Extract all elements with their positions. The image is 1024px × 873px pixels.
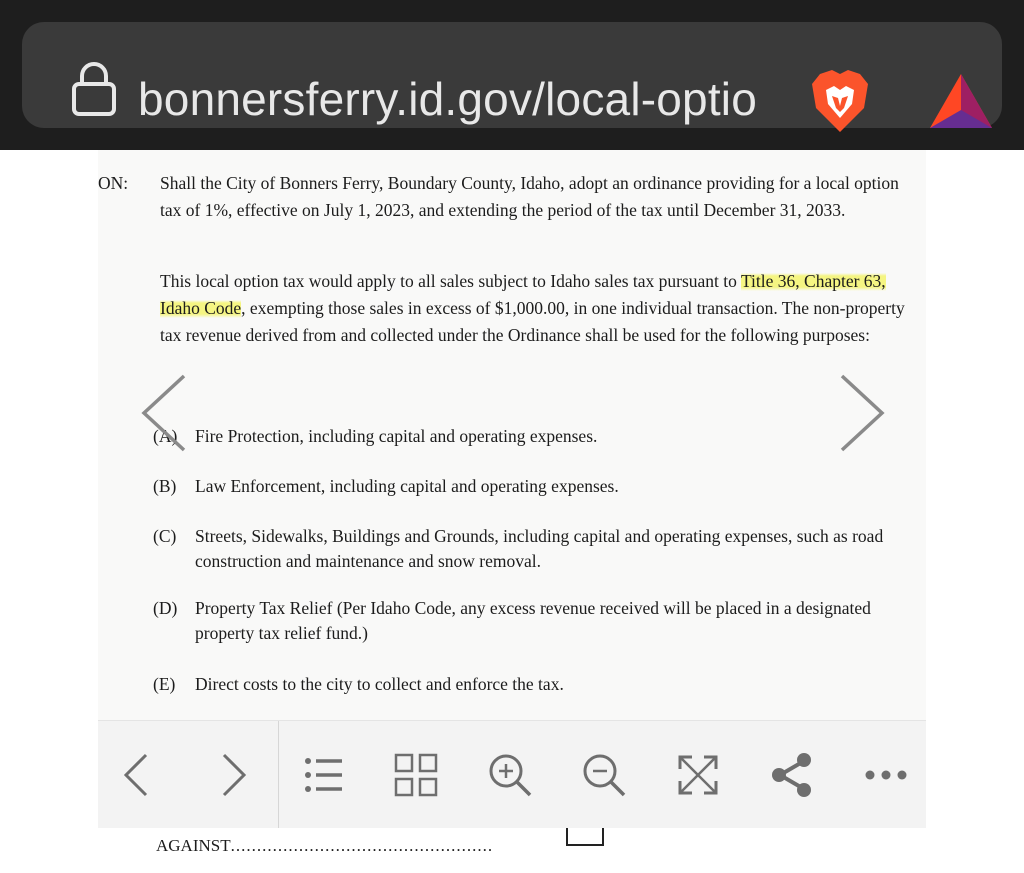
chevron-left-icon [138,372,194,454]
grid-icon [388,747,444,803]
previous-page-button[interactable] [110,747,166,803]
item-letter: (E) [153,674,176,694]
item-text: Law Enforcement, including capital and operating expenses. [195,476,619,496]
paragraph-text: This local option tax would apply to all sales subject to Idaho sales tax pursuant to [160,271,741,291]
zoom-out-icon [576,747,632,803]
next-page-button[interactable] [204,747,260,803]
lock-icon[interactable] [70,58,118,118]
next-page-arrow[interactable] [832,372,888,454]
outline-button[interactable] [296,747,352,803]
item-letter: (A) [153,426,178,446]
highlighted-text: Title 36, Chapter 63, Idaho Code [160,271,886,318]
toolbar-divider [278,721,279,829]
against-line [156,836,493,856]
document-page-continued [98,828,926,873]
on-label: ON: [98,173,129,193]
zoom-out-button[interactable] [576,747,632,803]
item-text: Fire Protection, including capital and operating expenses. [195,426,598,446]
vote-checkbox [566,828,604,846]
item-text: Property Tax Relief (Per Idaho Code, any excess revenue received will be placed in a designated property tax relief fund.) [195,598,871,643]
browser-top-bar [0,0,1024,150]
item-letter: (D) [153,598,178,618]
more-options-button[interactable] [858,747,914,803]
ballot-question-paragraph: Shall the City of Bonners Ferry, Boundary County, Idaho, adopt an ordinance providing for a local option tax of 1%, effective on July 1, 2023, and extending the period of the tax until December 31, 2033. [160,173,899,220]
fit-screen-button[interactable] [670,747,726,803]
chevron-right-icon [832,372,888,454]
list-item [153,596,923,646]
address-bar[interactable] [22,22,1002,128]
brave-lion-icon[interactable] [812,70,868,132]
list-item [153,524,923,574]
share-button[interactable] [764,747,820,803]
zoom-in-button[interactable] [482,747,538,803]
item-letter: (C) [153,526,177,546]
document-page [98,150,926,720]
url-text[interactable]: bonnersferry.id.gov/local-optio [138,73,758,125]
paragraph-text: , exempting those sales in excess of $1,000.00, in one individual transaction. The non-property tax revenue derived from and collected under the Ordinance shall be used for the following purposes: [160,298,905,345]
list-icon [296,747,352,803]
chevron-left-icon [110,747,166,803]
against-dots: .................................................. [230,836,494,855]
share-icon [764,747,820,803]
expand-icon [670,747,726,803]
item-text: Streets, Sidewalks, Buildings and Grounds, including capital and operating expenses, such as road construction and maintenance and snow removal. [195,526,884,571]
item-text: Direct costs to the city to collect and enforce the tax. [195,674,564,694]
previous-page-arrow[interactable] [138,372,194,454]
thumbnails-button[interactable] [388,747,444,803]
more-dots-icon [858,747,914,803]
list-item [153,672,923,697]
zoom-in-icon [482,747,538,803]
item-letter: (B) [153,476,177,496]
against-label: AGAINST [156,836,231,855]
pdf-toolbar [98,720,926,829]
list-item [153,424,923,449]
tax-application-paragraph [160,268,920,349]
chevron-right-icon [204,747,260,803]
list-item [153,474,923,499]
bat-rewards-icon[interactable] [928,72,994,130]
